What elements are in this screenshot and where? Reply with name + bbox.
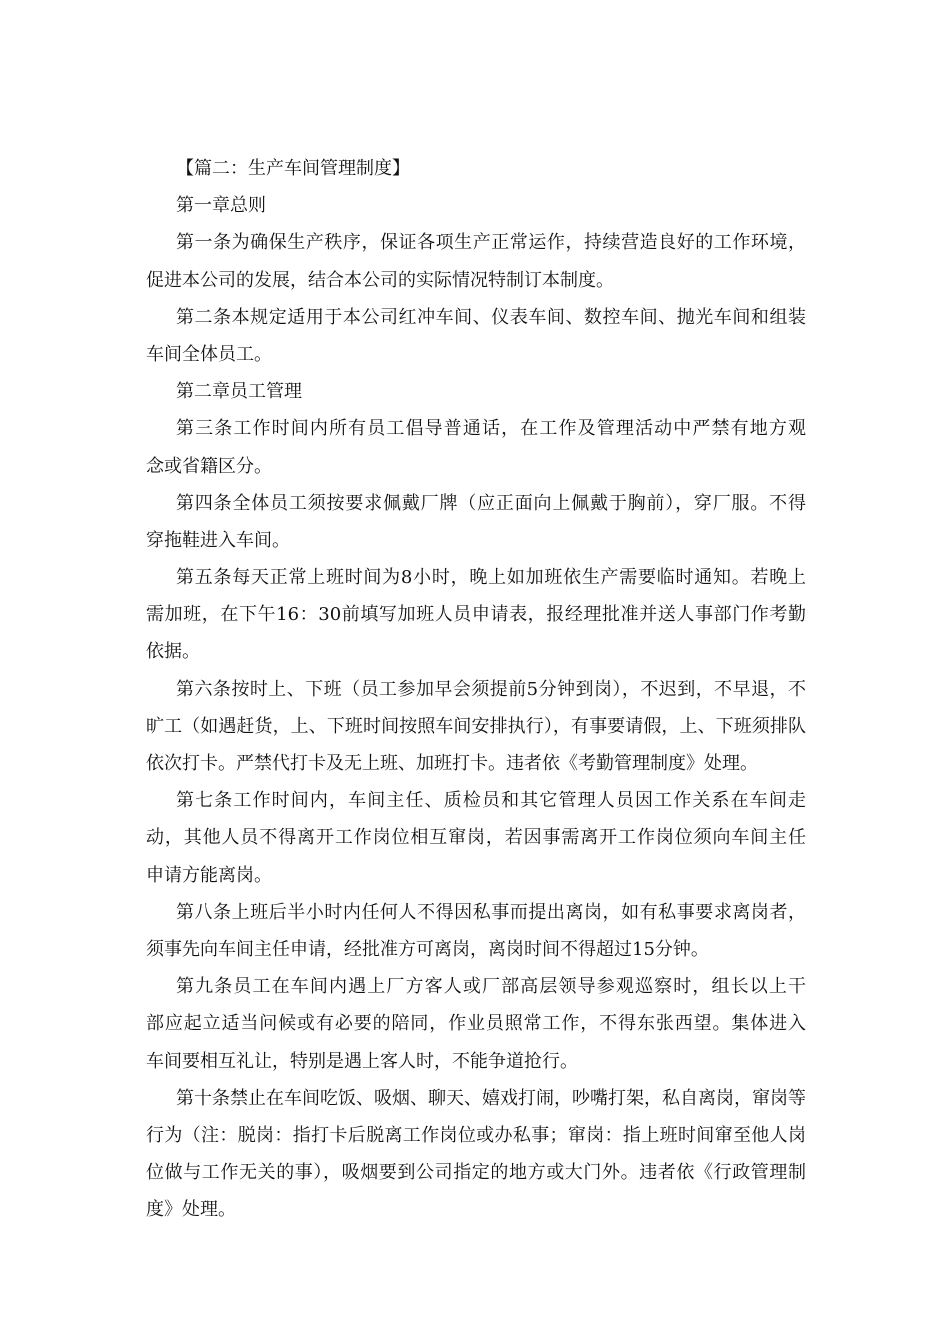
- article-6-line: 依次打卡。严禁代打卡及无上班、加班打卡。违者依《考勤管理制度》处理。: [146, 753, 758, 774]
- article-5-line: 依据。: [146, 641, 200, 663]
- article-9-line: 车间要相互礼让，特别是遇上客人时，不能争道抢行。: [146, 1050, 578, 1072]
- article-10-line: 位做与工作无关的事），吸烟要到公司指定的地方或大门外。违者依《行政管理制: [146, 1162, 806, 1184]
- article-4-line: 第四条全体员工须按要求佩戴厂牌（应正面向上佩戴于胸前），穿厂服。不得: [176, 492, 806, 514]
- article-3-line: 念或省籍区分。: [146, 455, 272, 477]
- article-7-line: 第七条工作时间内，车间主任、质检员和其它管理人员因工作关系在车间走: [176, 790, 806, 812]
- article-1-line: 促进本公司的发展，结合本公司的实际情况特制订本制度。: [146, 269, 614, 291]
- article-1-line: 第一条为确保生产秩序，保证各项生产正常运作，持续营造良好的工作环境，: [176, 232, 806, 254]
- article-5-line: 第五条每天正常上班时间为8小时，晚上如加班依生产需要临时通知。若晚上: [176, 567, 806, 589]
- article-10-line: 行为（注：脱岗：指打卡后脱离工作岗位或办私事；窜岗：指上班时间窜至他人岗: [146, 1124, 806, 1146]
- article-5-line: 需加班，在下午16：30前填写加班人员申请表，报经理批准并送人事部门作考勤: [146, 604, 806, 626]
- article-2-line: 第二条本规定适用于本公司红冲车间、仪表车间、数控车间、抛光车间和组装: [176, 306, 806, 328]
- article-10-line: 度》处理。: [146, 1199, 236, 1221]
- article-10-line: 第十条禁止在车间吃饭、吸烟、聊天、嬉戏打闹，吵嘴打架，私自离岗，窜岗等: [176, 1087, 806, 1109]
- article-9-line: 部应起立适当问候或有必要的陪同，作业员照常工作，不得东张西望。集体进入: [146, 1013, 806, 1035]
- article-2-line: 车间全体员工。: [146, 343, 272, 365]
- chapter-heading: 第二章员工管理: [176, 381, 302, 403]
- document-title: 【篇二：生产车间管理制度】: [176, 158, 410, 179]
- article-8-line: 第八条上班后半小时内任何人不得因私事而提出离岗，如有私事要求离岗者，: [176, 901, 806, 923]
- article-7-line: 动，其他人员不得离开工作岗位相互窜岗，若因事需离开工作岗位须向车间主任: [146, 827, 806, 849]
- article-4-line: 穿拖鞋进入车间。: [146, 529, 290, 551]
- article-6-line: 第六条按时上、下班（员工参加早会须提前5分钟到岗），不迟到，不早退，不: [176, 678, 806, 700]
- article-6-line: 旷工（如遇赶货，上、下班时间按照车间安排执行），有事要请假，上、下班须排队: [146, 715, 806, 737]
- article-8-line: 须事先向车间主任申请，经批准方可离岗，离岗时间不得超过15分钟。: [146, 938, 709, 960]
- article-9-line: 第九条员工在车间内遇上厂方客人或厂部高层领导参观巡察时，组长以上干: [176, 976, 806, 998]
- document-body: [146, 150, 806, 1228]
- article-3-line: 第三条工作时间内所有员工倡导普通话，在工作及管理活动中严禁有地方观: [176, 418, 806, 440]
- article-7-line: 申请方能离岗。: [146, 864, 272, 886]
- chapter-heading: 第一章总则: [176, 195, 266, 217]
